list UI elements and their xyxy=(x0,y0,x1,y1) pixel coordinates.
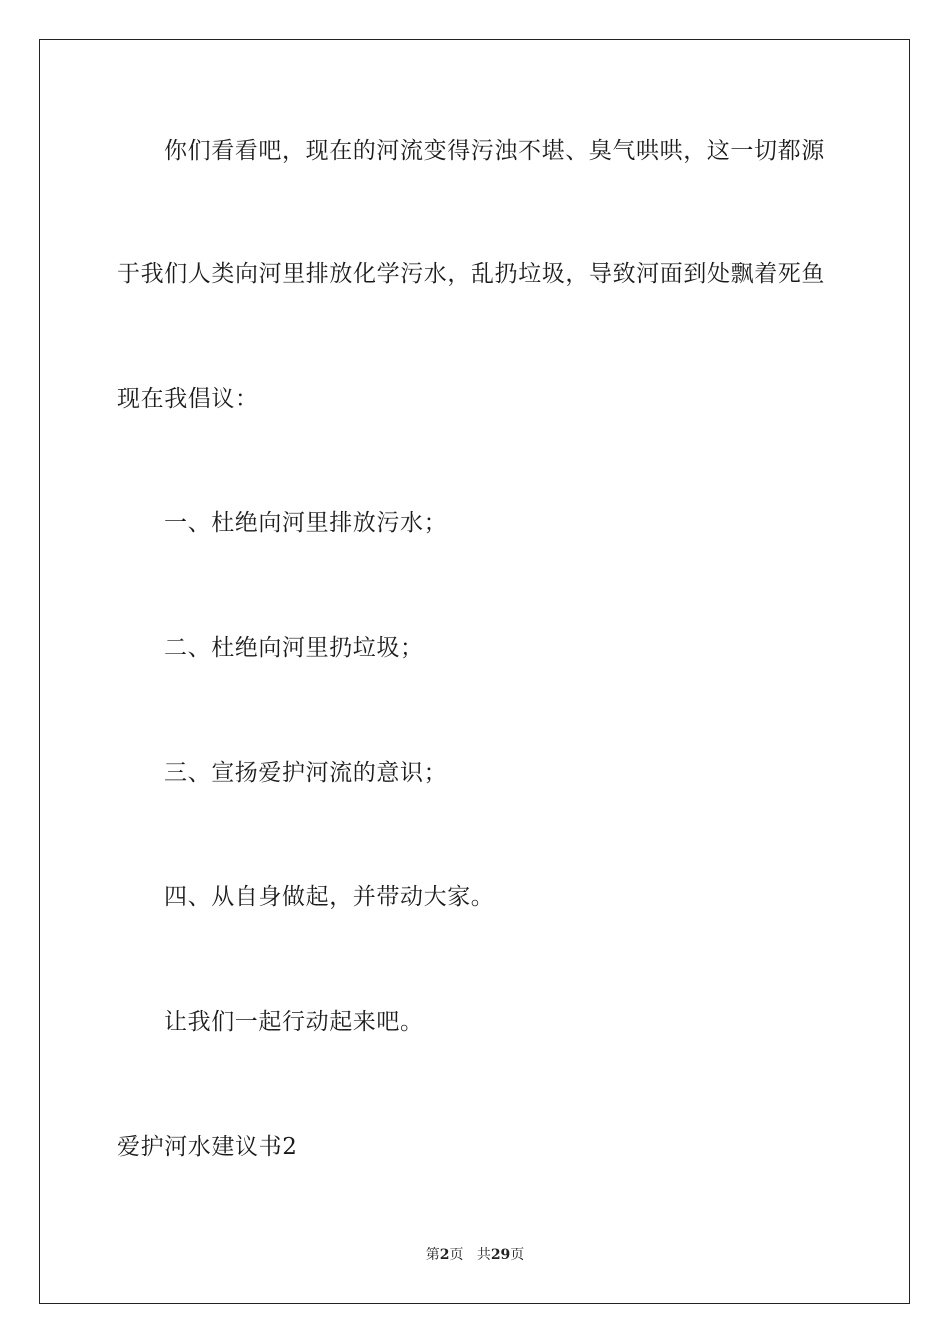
paragraph-line-1: 你们看看吧，现在的河流变得污浊不堪、臭气哄哄，这一切都源 xyxy=(164,138,825,164)
proposal-item-2: 二、杜绝向河里扔垃圾； xyxy=(164,635,424,661)
footer-total-pages: 29 xyxy=(490,1247,511,1263)
footer-total-prefix: 共 xyxy=(476,1247,491,1263)
paragraph-line-2: 于我们人类向河里排放化学污水，乱扔垃圾，导致河面到处飘着死鱼 xyxy=(117,261,825,287)
footer-page-unit: 页 xyxy=(449,1247,464,1263)
page-footer xyxy=(0,1246,950,1264)
footer-total-unit: 页 xyxy=(510,1247,525,1263)
proposal-item-4: 四、从自身做起，并带动大家。 xyxy=(164,884,495,910)
closing-line: 让我们一起行动起来吧。 xyxy=(164,1009,424,1035)
proposal-item-1: 一、杜绝向河里排放污水； xyxy=(164,510,448,536)
page-border xyxy=(39,39,910,1304)
proposal-item-3: 三、宣扬爱护河流的意识； xyxy=(164,760,448,786)
footer-prefix: 第 xyxy=(425,1247,440,1263)
footer-page-number: 2 xyxy=(439,1247,450,1263)
proposal-intro: 现在我倡议： xyxy=(117,386,259,412)
section-heading: 爱护河水建议书2 xyxy=(117,1134,298,1160)
